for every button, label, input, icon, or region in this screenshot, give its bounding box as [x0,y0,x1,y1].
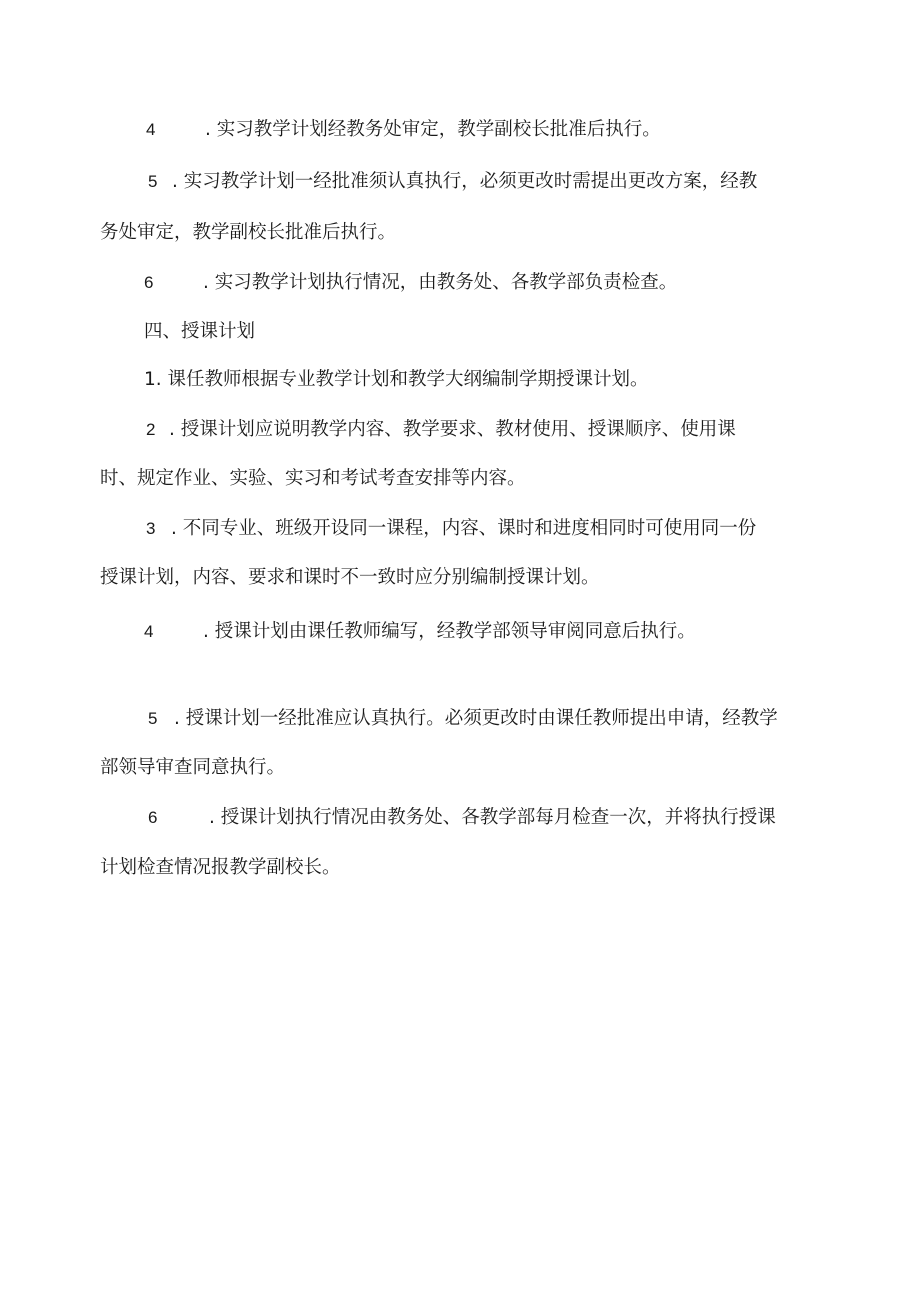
paragraph-text: . 授课计划应说明教学内容、教学要求、教材使用、授课顺序、使用课 [169,419,736,440]
item-number: 5 [148,172,158,191]
item-number: 6 [148,808,158,827]
paragraph-text: . 实习教学计划一经批准须认真执行，必须更改时需提出更改方案，经教 [172,171,758,192]
paragraph-text: 部领导审查同意执行。 [100,757,286,778]
paragraph-text: . 授课计划由课任教师编写，经教学部领导审阅同意后执行。 [203,621,696,642]
paragraph-text: . 实习教学计划执行情况，由教务处、各教学部负责检查。 [203,272,678,293]
item-number: 2 [146,420,156,439]
paragraph-text: . 实习教学计划经教务处审定，教学副校长批准后执行。 [205,119,661,140]
item-number: 6 [144,273,154,292]
item-number: 4 [144,622,154,641]
paragraph-text: . 不同专业、班级开设同一课程，内容、课时和进度相同时可使用同一份 [171,518,757,539]
item-number: 3 [146,519,156,538]
paragraph-text: . 授课计划一经批准应认真执行。必须更改时由课任教师提出申请，经教学 [174,708,778,729]
item-number: 5 [148,709,158,728]
paragraph-text: 1. 课任教师根据专业教学计划和教学大纲编制学期授课计划。 [144,369,649,390]
paragraph-text: 授课计划，内容、要求和课时不一致时应分别编制授课计划。 [100,567,600,588]
paragraph-text: . 授课计划执行情况由教务处、各教学部每月检查一次，并将执行授课 [209,807,776,828]
section-heading: 四、授课计划 [144,321,256,342]
item-number: 4 [146,120,156,139]
paragraph-text: 务处审定，教学副校长批准后执行。 [100,222,397,243]
paragraph-text: 计划检查情况报教学副校长。 [100,857,341,878]
paragraph-text: 时、规定作业、实验、实习和考试考查安排等内容。 [100,468,526,489]
